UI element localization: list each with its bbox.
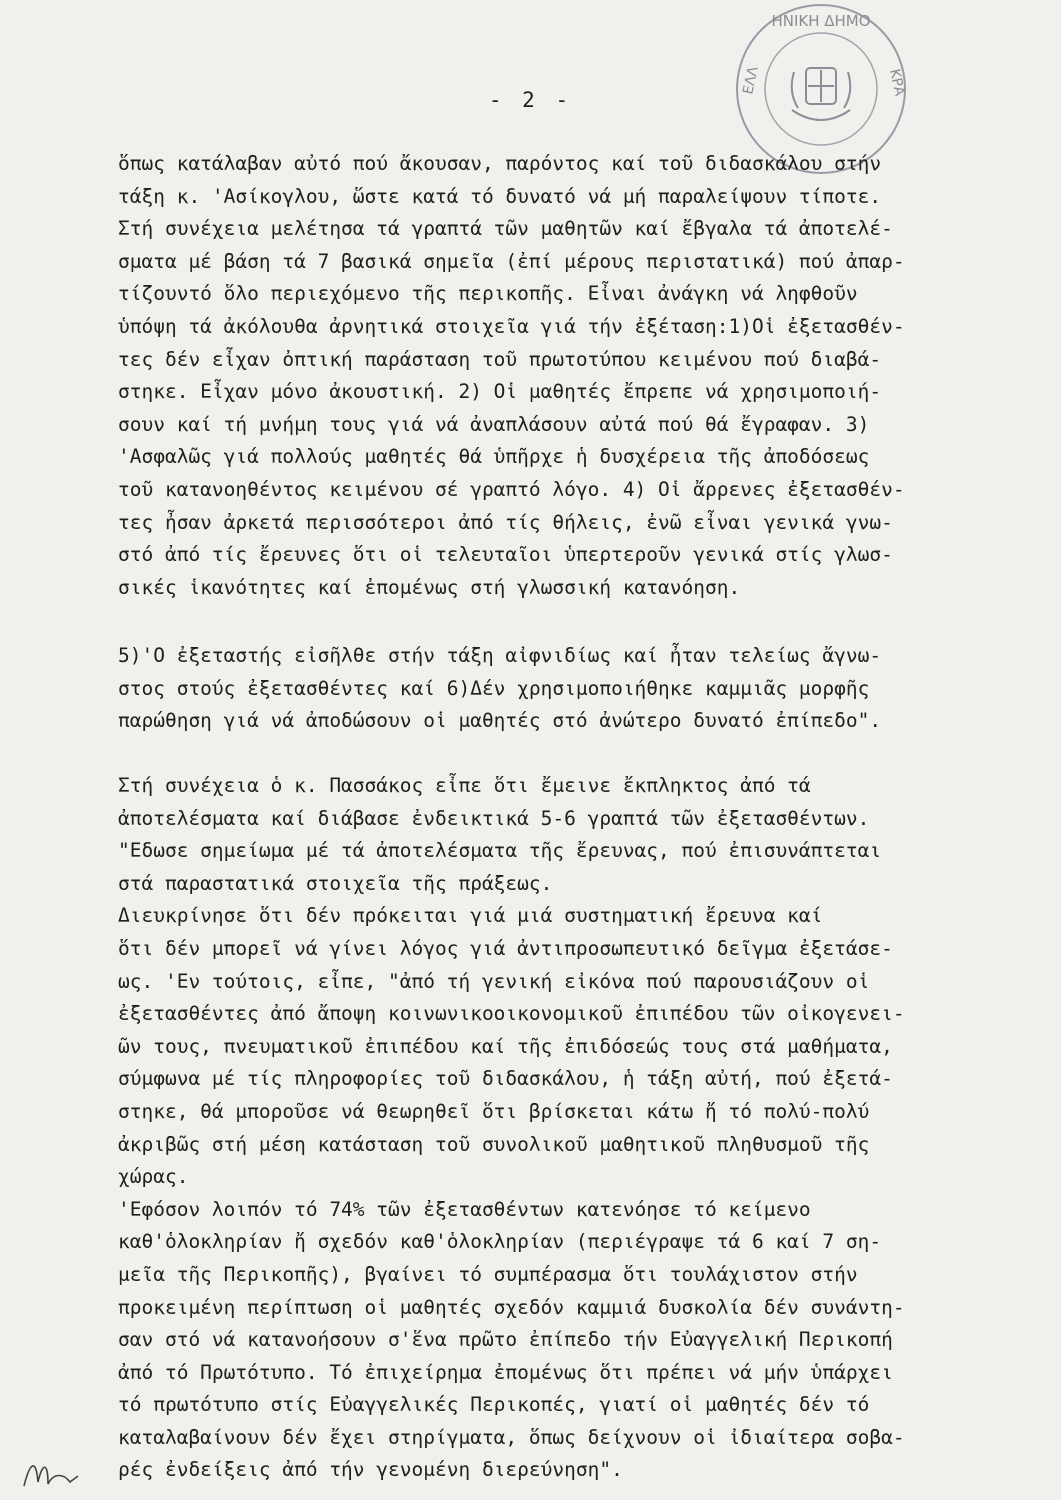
text-line: τάξη κ. 'Ασίκογλου, ὥστε κατά τό δυνατό νά μή παραλείψουν τίποτε. xyxy=(118,184,882,208)
text-line: στά παραστατικά στοιχεῖα τῆς πράξεως. xyxy=(118,871,553,895)
paragraph-1 xyxy=(118,148,1038,604)
text-line: Διευκρίνησε ὅτι δέν πρόκειται γιά μιά συστηματική ἔρευνα καί xyxy=(118,904,823,928)
text-line: 5)'Ο ἐξεταστής εἰσῆλθε στήν τάξη αἰφνιδίως καί ἦταν τελείως ἄγνω- xyxy=(118,644,882,667)
text-line: σουν καί τή μνήμη τους γιά νά ἀναπλάσουν αὐτά πού θά ἔγραφαν. 3) xyxy=(118,412,870,436)
text-line: "Εδωσε σημείωμα μέ τά ἀποτελέσματα τῆς ἔρευνας, πού ἐπισυνάπτεται xyxy=(118,839,882,863)
svg-text:ΕΛΛ: ΕΛΛ xyxy=(740,65,762,96)
text-line: σύμφωνα μέ τίς πληροφορίες τοῦ διδασκάλου, ἡ τάξη αὐτή, πού ἐξετά- xyxy=(118,1067,893,1091)
text-line: τες ἦσαν ἀρκετά περισσότεροι ἀπό τίς θήλεις, ἐνῶ εἶναι γενικά γνω- xyxy=(118,510,893,534)
text-line: Στή συνέχεια ὁ κ. Πασσάκος εἶπε ὅτι ἔμεινε ἔκπληκτος ἀπό τά xyxy=(118,774,811,797)
text-line: ρές ἐνδείξεις ἀπό τήν γενομένη διερεύνηση". xyxy=(118,1458,623,1482)
text-line: 'Εφόσον λοιπόν τό 74% τῶν ἐξετασθέντων κατενόησε τό κείμενο xyxy=(118,1197,811,1221)
text-line: τοῦ κατανοηθέντος κειμένου σέ γραπτό λόγο. 4) Οἱ ἄρρενες ἐξετασθέν- xyxy=(118,477,905,501)
text-line: ἀποτελέσματα καί διάβασε ἐνδεικτικά 5-6 γραπτά τῶν ἐξετασθέντων. xyxy=(118,806,870,830)
handwritten-signature xyxy=(18,1452,98,1492)
text-line: μεῖα τῆς Περικοπῆς), βγαίνει τό συμπέρασμα ὅτι τουλάχιστον στήν xyxy=(118,1262,858,1286)
text-line: ὑπόψη τά ἀκόλουθα ἀρνητικά στοιχεῖα γιά τήν ἐξέταση:1)Οἱ ἐξετασθέν- xyxy=(118,314,905,338)
text-line: σματα μέ βάση τά 7 βασικά σημεῖα (ἐπί μέρους περιστατικά) πού ἀπαρ- xyxy=(118,249,905,273)
text-line: ὅτι δέν μπορεῖ νά γίνει λόγος γιά ἀντιπροσωπευτικό δεῖγμα ἐξετάσε- xyxy=(118,936,893,960)
text-line: καθ'ὁλοκληρίαν ἤ σχεδόν καθ'ὁλοκληρίαν (περιέγραψε τά 6 καί 7 ση- xyxy=(118,1230,882,1254)
text-line: ῶν τους, πνευματικοῦ ἐπιπέδου καί τῆς ἐπιδόσεώς τους στά μαθήματα, xyxy=(118,1034,893,1058)
text-line: σαν στό νά κατανοήσουν σ'ἕνα πρῶτο ἐπίπεδο τήν Εὐαγγελική Περικοπή xyxy=(118,1328,893,1352)
paragraph-2 xyxy=(118,640,1038,738)
text-line: καταλαβαίνουν δέν ἔχει στηρίγματα, ὅπως δείχνουν οἱ ἰδιαίτερα σοβα- xyxy=(118,1425,905,1449)
text-line: ως. 'Εν τούτοις, εἶπε, "ἀπό τή γενική εἰκόνα πού παρουσιάζουν οἱ xyxy=(118,969,870,993)
text-line: σικές ἱκανότητες καί ἐπομένως στή γλωσσική κατανόηση. xyxy=(118,575,741,599)
text-line: στος στούς ἐξετασθέντες καί 6)Δέν χρησιμοποιήθηκε καμμιᾶς μορφῆς xyxy=(118,676,870,700)
text-line: στηκε, θά μποροῦσε νά θεωρηθεῖ ὅτι βρίσκεται κάτω ἤ τό πολύ-πολύ xyxy=(118,1099,870,1123)
text-line: ἀκριβῶς στή μέση κατάσταση τοῦ συνολικοῦ μαθητικοῦ πληθυσμοῦ τῆς xyxy=(118,1132,870,1156)
text-line: 'Ασφαλῶς γιά πολλούς μαθητές θά ὑπῆρχε ἡ δυσχέρεια τῆς ἀποδόσεως xyxy=(118,445,870,469)
text-line: στό ἀπό τίς ἔρευνες ὅτι οἱ τελευταῖοι ὑπερτεροῦν γενικά στίς γλωσ- xyxy=(118,543,893,567)
text-line: ἐξετασθέντες ἀπό ἄποψη κοινωνικοοικονομικοῦ ἐπιπέδου τῶν οἰκογενει- xyxy=(118,1002,905,1026)
text-line: στηκε. Εἶχαν μόνο ἀκουστική. 2) Οἱ μαθητές ἔπρεπε νά χρησιμοποιή- xyxy=(118,380,882,404)
paragraph-3 xyxy=(118,770,1038,1487)
text-line: τό πρωτότυπο στίς Εὐαγγελικές Περικοπές, γιατί οἱ μαθητές δέν τό xyxy=(118,1393,870,1417)
text-line: χώρας. xyxy=(118,1165,189,1189)
text-line: ἀπό τό Πρωτότυπο. Τό ἐπιχείρημα ἐπομένως ὅτι πρέπει νά μήν ὑπάρχει xyxy=(118,1360,893,1384)
text-line: τες δέν εἶχαν ὀπτική παράσταση τοῦ πρωτοτύπου κειμένου πού διαβά- xyxy=(118,347,882,371)
text-line: τίζουντό ὅλο περιεχόμενο τῆς περικοπῆς. Εἶναι ἀνάγκη νά ληφθοῦν xyxy=(118,282,858,306)
text-line: παρώθηση γιά νά ἀποδώσουν οἱ μαθητές στό ἀνώτερο δυνατό ἐπίπεδο". xyxy=(118,709,882,733)
svg-text:ΗΝΙΚΗ ΔΗΜΟ: ΗΝΙΚΗ ΔΗΜΟ xyxy=(771,12,871,30)
text-line: ὅπως κατάλαβαν αὐτό πού ἄκουσαν, παρόντος καί τοῦ διδασκάλου στήν xyxy=(118,152,882,175)
text-line: Στή συνέχεια μελέτησα τά γραπτά τῶν μαθητῶν καί ἔβγαλα τά ἀποτελέ- xyxy=(118,217,893,241)
page-number: - 2 - xyxy=(488,88,573,112)
text-line: προκειμένη περίπτωση οἱ μαθητές σχεδόν καμμιά δυσκολία δέν συνάντη- xyxy=(118,1295,905,1319)
svg-text:ΚΡΑ: ΚΡΑ xyxy=(886,67,908,98)
